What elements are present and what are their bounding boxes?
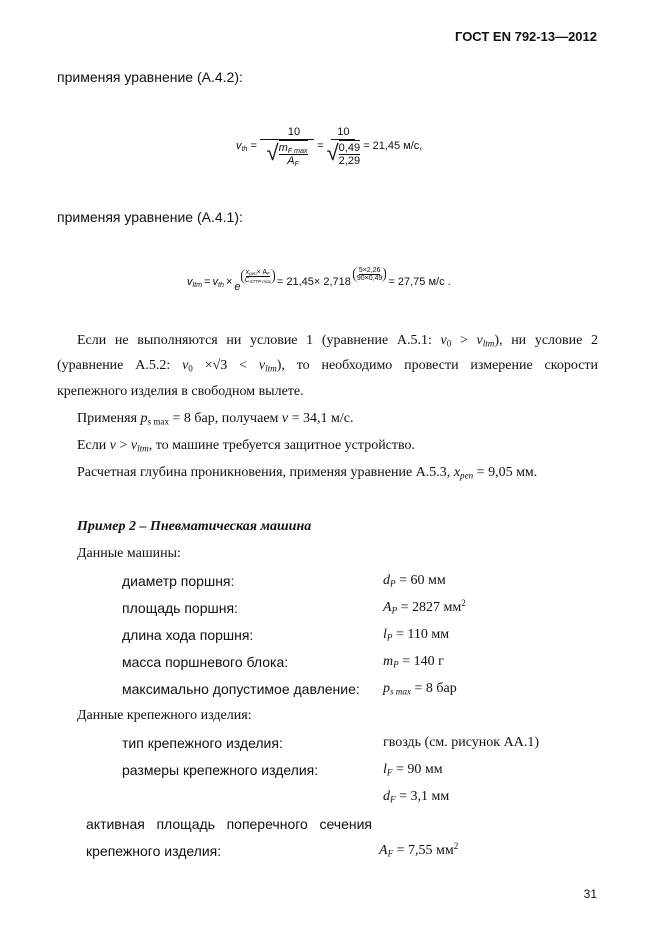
machine-data-heading: Данные машины: — [77, 546, 181, 561]
fastener-area-label-line-1: активная площадь поперечного сечения — [86, 816, 372, 832]
paragraph-conditions-line-1: Если не выполняются ни условие 1 (уравнение А.5.1: $v_0 > v_{ltm}$), ни условие 2 — [77, 333, 598, 349]
machine-row-value: $A_P = 2827$ $мм^2$ — [383, 598, 466, 616]
eq2-exponent-1: $\frac{x_{pen}\times A_F}{C_{STTP max}}$ — [241, 269, 275, 284]
fastener-length-value: $l_F = 90$ мм — [383, 762, 443, 778]
machine-row-value: $d_P = 60$ мм — [383, 573, 446, 589]
eq1-lhs: $v_{th}$ — [236, 140, 248, 153]
fastener-type-label: тип крепежного изделия: — [122, 735, 283, 751]
line-protective-device: Если $v > v_{ltm}$, то машине требуется защитное устройство. — [77, 438, 416, 454]
machine-row-value: $l_P = 110$ мм — [383, 627, 450, 643]
eq1-fraction-1: 10 √ $\frac{m_{F max}}{A_F}$ — [260, 126, 314, 167]
line-penetration-depth: Расчетная глубина проникновения, применяя уравнение А.5.3, $x_{pen} = 9,05$ мм. — [77, 465, 538, 481]
paragraph-conditions-line-3: крепежного изделия в свободном вылете. — [57, 384, 304, 399]
eq1-fraction-2: 10 √ $\frac{0,49}{2,29}$ — [326, 125, 361, 167]
machine-row-value: $p_{s max} = 8$ бар — [383, 681, 457, 697]
fastener-area-value: $A_F = 7,55$ $мм^2$ — [379, 841, 459, 859]
paragraph-conditions-line-2: (уравнение А.5.2: $v_0 \times√3 < v_{ltm}$), то необходимо провести измерение скорости — [57, 358, 599, 374]
machine-row-label: длина хода поршня: — [122, 627, 254, 643]
eq1-equals-2: = — [317, 140, 324, 152]
machine-row-label: максимально допустимое давление: — [122, 681, 360, 697]
eq1-result: = 21,45 м/с, — [363, 140, 423, 152]
eq2-exponent-2: $\frac{5\times 2,26}{90\times 0,49}$ — [353, 267, 387, 282]
fastener-diameter-value: $d_F = 3,1$ мм — [383, 789, 450, 805]
machine-row-value: $m_P = 140$ г — [383, 654, 444, 670]
document-header-standard: ГОСТ EN 792-13—2012 — [455, 29, 597, 44]
equation-4-2 — [236, 118, 422, 174]
eq1-equals: = — [250, 140, 257, 152]
machine-row-label: площадь поршня: — [122, 600, 238, 616]
line-applying-pressure: Применяя $p_{s max} = 8$ бар, получаем v = 34,1 м/с. — [77, 411, 354, 427]
equation-4-1: $v_{ltm}$ = $v_{th}$ × e $\frac{x_{pen}\times A_F}{C_{STTP max}}$ = 21,45× 2,718 $\frac{5\times 2,26}{90\times 0,49}$ = 27,75 м/с . — [187, 266, 451, 293]
machine-row-label: диаметр поршня: — [122, 573, 235, 589]
intro-text-1: применяя уравнение (А.4.2): — [57, 69, 243, 85]
page-number: 31 — [583, 887, 597, 901]
fastener-data-heading: Данные крепежного изделия: — [77, 708, 252, 723]
fastener-type-value: гвоздь (см. рисунок АА.1) — [383, 735, 539, 750]
fastener-size-label: размеры крепежного изделия: — [122, 762, 319, 778]
example-2-title: Пример 2 – Пневматическая машина — [77, 519, 312, 534]
intro-text-2: применяя уравнение (А.4.1): — [57, 209, 243, 225]
fastener-area-label-line-2: крепежного изделия: — [86, 843, 222, 859]
machine-row-label: масса поршневого блока: — [122, 654, 289, 670]
